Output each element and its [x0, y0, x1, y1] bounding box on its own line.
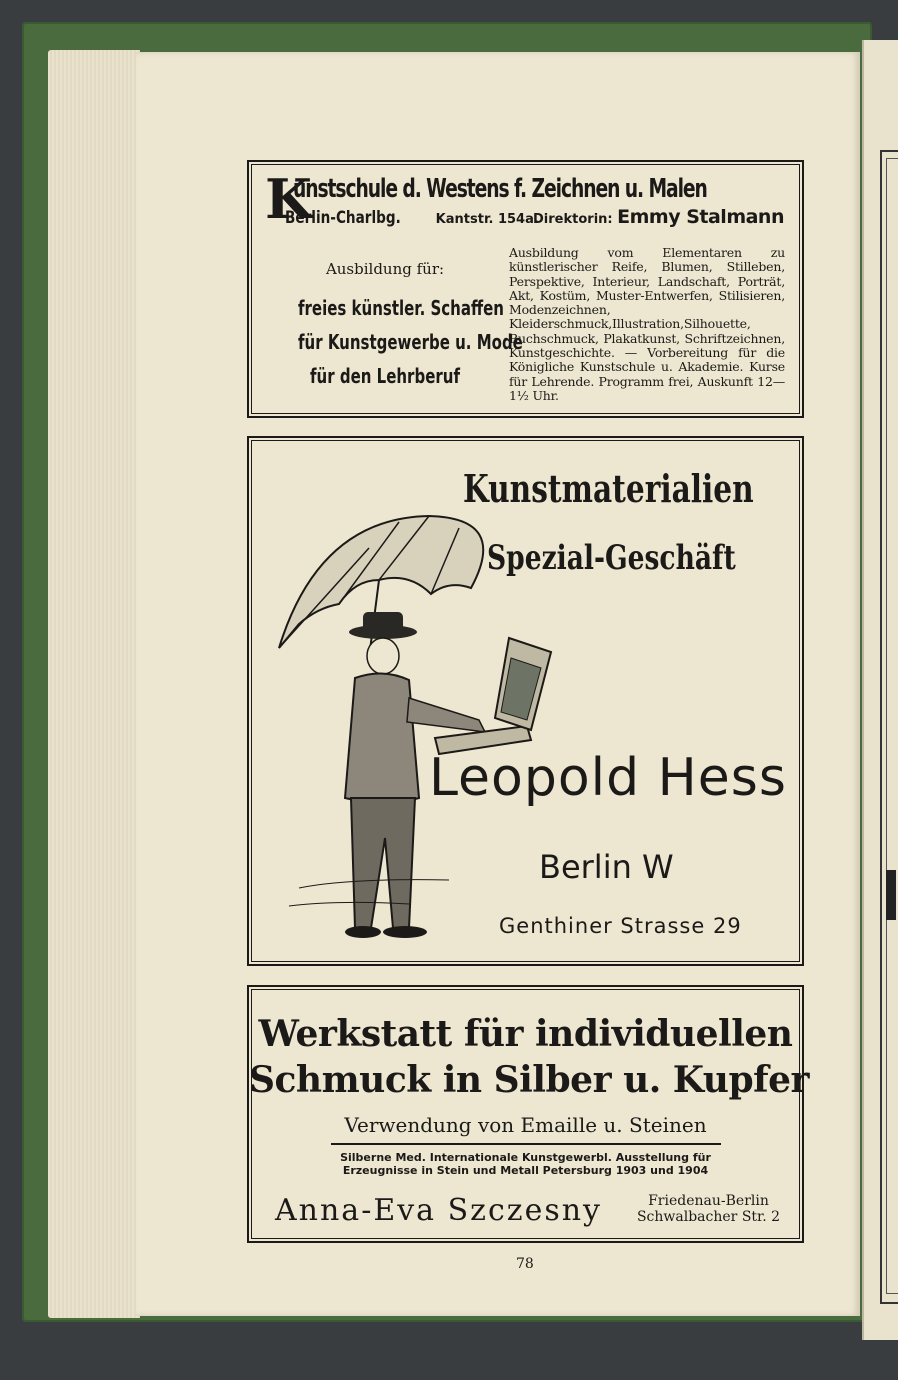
ad-jewelry-address-line: Friedenau-Berlin — [648, 1193, 769, 1209]
ad-jewelry-award-line: Erzeugnisse in Stein und Metall Petersburg 1903 und 1904 — [342, 1164, 709, 1177]
ad-school-director-name: Emmy Stalmann — [617, 206, 784, 228]
ad-school-address: Kantstr. 154a. — [435, 212, 539, 227]
ad-school-address-line — [285, 208, 539, 228]
ad-jewelry-owner: Anna-Eva Szczesny — [275, 1193, 602, 1228]
ad-school-line: für Kunstgewerbe u. Mode — [298, 330, 523, 354]
ad-jewelry-workshop — [247, 985, 810, 1243]
ad-jewelry-subtitle: Verwendung von Emaille u. Steinen — [344, 1113, 707, 1137]
painter-illustration — [259, 508, 569, 948]
ad-school-training-list — [269, 260, 523, 398]
ad-jewelry-headline-2: Schmuck in Silber u. Kupfer — [249, 1059, 810, 1101]
ad-supplies-title: Kunstmaterialien — [463, 466, 754, 511]
page-number: 78 — [516, 1256, 534, 1272]
ad-school-line: für den Lehrberuf — [310, 364, 460, 388]
ad-school-director-label: Direktorin: — [533, 212, 613, 227]
ad-art-school — [247, 160, 804, 418]
ad-supplies-subtitle: Spezial-Geschäft — [487, 538, 736, 578]
ad-school-description: Ausbildung vom Elementaren zu künstlerischer Reife, Blumen, Stilleben, Perspektive, Interieur, Landschaft, Porträt, Akt, Kostüm, Muster-Entwerfen, Stilisieren, Modenzeichnen, Kleiderschmuck,Illustration,Silhouette, Buchschmuck, Plakatkunst, Schriftzeichnen, Kunstgeschichte. — Vorbereitung für die Königliche Kunstschule u. Akademie. Kurse für Lehrende. Programm frei, Auskunft 12—1½ Uhr. — [509, 245, 785, 403]
ad-jewelry-headline-1: Werkstatt für individuellen — [258, 1013, 793, 1055]
ad-jewelry-address-line: Schwalbacher Str. 2 — [636, 1209, 780, 1225]
ad-jewelry-address — [637, 1193, 780, 1225]
ad-school-title: unstschule d. Westens f. Zeichnen u. Malen — [293, 174, 707, 204]
ad-supplies-street: Genthiner Strasse 29 — [499, 914, 742, 938]
page-edges — [48, 50, 140, 1318]
ad-supplies-city: Berlin W — [539, 848, 674, 886]
ad-art-supplies — [247, 436, 804, 966]
ad-school-director — [533, 206, 784, 228]
ad-supplies-name: Leopold Hess — [429, 748, 787, 808]
ad-jewelry-divider — [331, 1143, 721, 1145]
ad-school-line: freies künstler. Schaffen — [298, 296, 504, 320]
facing-page-edge — [862, 40, 898, 1340]
ad-jewelry-award — [249, 1151, 802, 1177]
ad-school-intro: Ausbildung für: — [325, 260, 445, 278]
ad-school-initial: K — [265, 167, 312, 231]
ad-jewelry-award-line: Silberne Med. Internationale Kunstgewerbl. Ausstellung für — [340, 1151, 711, 1164]
ad-school-city: Berlin-Charlbg. — [285, 208, 401, 228]
